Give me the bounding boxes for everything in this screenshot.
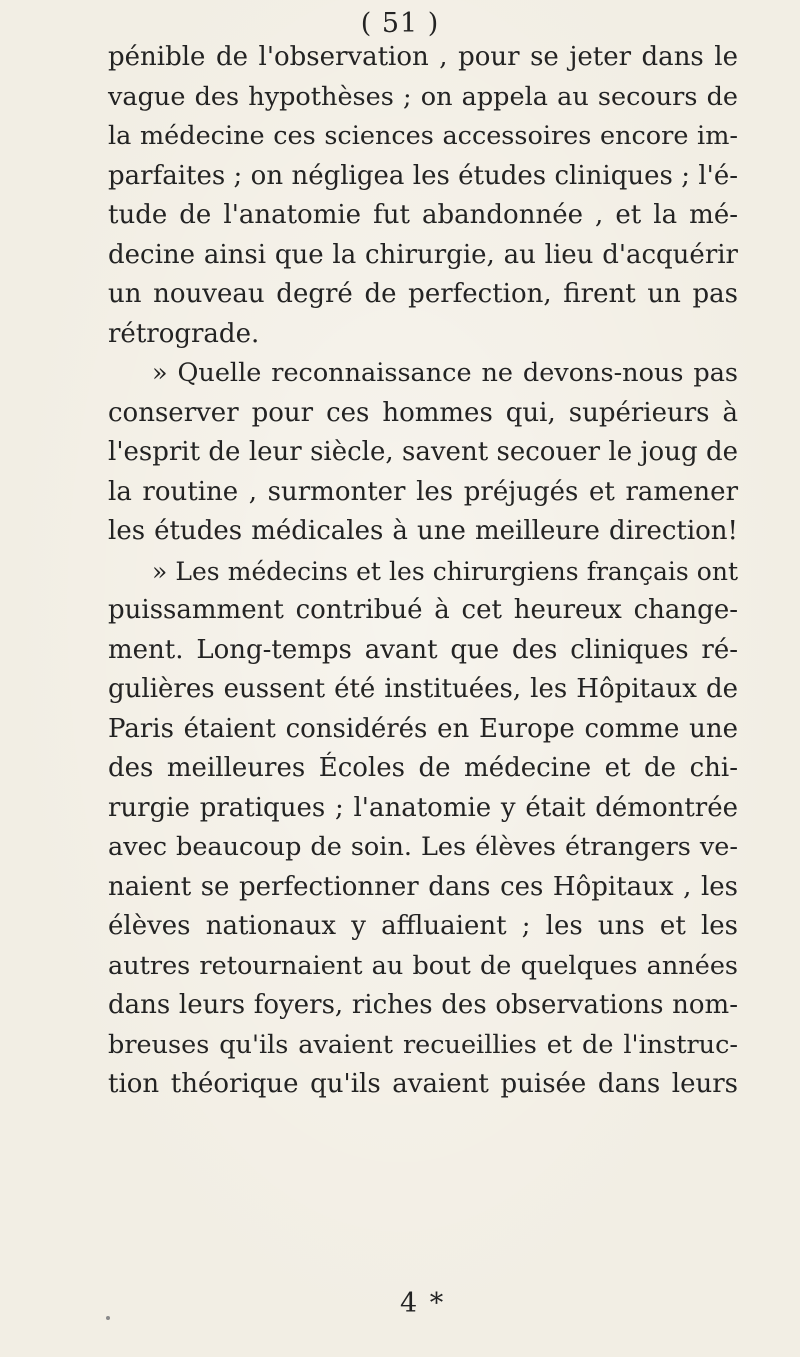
text-line: gulières eussent été instituées, les Hôpitaux de [108, 674, 738, 704]
text-line: tion théorique qu'ils avaient puisée dans leurs [108, 1069, 738, 1099]
text-line: Paris étaient considérés en Europe comme une [108, 713, 738, 744]
text-line: dans leurs foyers, riches des observations nom- [108, 990, 738, 1020]
text-line: autres retournaient au bout de quelques années [108, 950, 738, 981]
text-line: parfaites ; on négligea les études cliniques ; l'é- [108, 160, 738, 191]
text-line: » Quelle reconnaissance ne devons-nous pas [152, 358, 738, 388]
paper-speck [106, 1316, 110, 1320]
text-line: rétrograde. [108, 318, 260, 349]
text-line: les études médicales à une meilleure direction! [108, 516, 738, 546]
text-line: la médecine ces sciences accessoires encore im- [108, 121, 738, 151]
page-number: ( 51 ) [360, 8, 440, 39]
signature-mark: 4 * [400, 1288, 446, 1319]
text-line: rurgie pratiques ; l'anatomie y était démontrée [108, 792, 738, 823]
text-line: un nouveau degré de perfection, firent un pas [108, 279, 738, 309]
text-line: l'esprit de leur siècle, savent secouer le joug de [108, 437, 738, 467]
text-line: la routine , surmonter les préjugés et ramener [108, 476, 738, 507]
text-line: breuses qu'ils avaient recueillies et de l'instruc- [108, 1029, 738, 1060]
text-line: pénible de l'observation , pour se jeter dans le [108, 42, 738, 72]
text-line: naient se perfectionner dans ces Hôpitaux , les [108, 871, 738, 902]
body-text [108, 38, 738, 1105]
text-line: » Les médecins et les chirurgiens français ont [152, 556, 738, 586]
text-line: puissamment contribué à cet heureux change- [108, 595, 738, 625]
text-line: vague des hypothèses ; on appela au secours de [108, 81, 738, 112]
text-line: avec beaucoup de soin. Les élèves étrangers ve- [108, 832, 738, 862]
text-line: decine ainsi que la chirurgie, au lieu d'acquérir [108, 239, 738, 270]
text-line: élèves nationaux y affluaient ; les uns et les [108, 911, 738, 941]
text-line: des meilleures Écoles de médecine et de chi- [108, 753, 738, 783]
text-line: tude de l'anatomie fut abandonnée , et la mé- [108, 200, 738, 230]
text-line: ment. Long-temps avant que des cliniques ré- [108, 634, 738, 665]
text-line: conserver pour ces hommes qui, supérieurs à [108, 397, 738, 428]
